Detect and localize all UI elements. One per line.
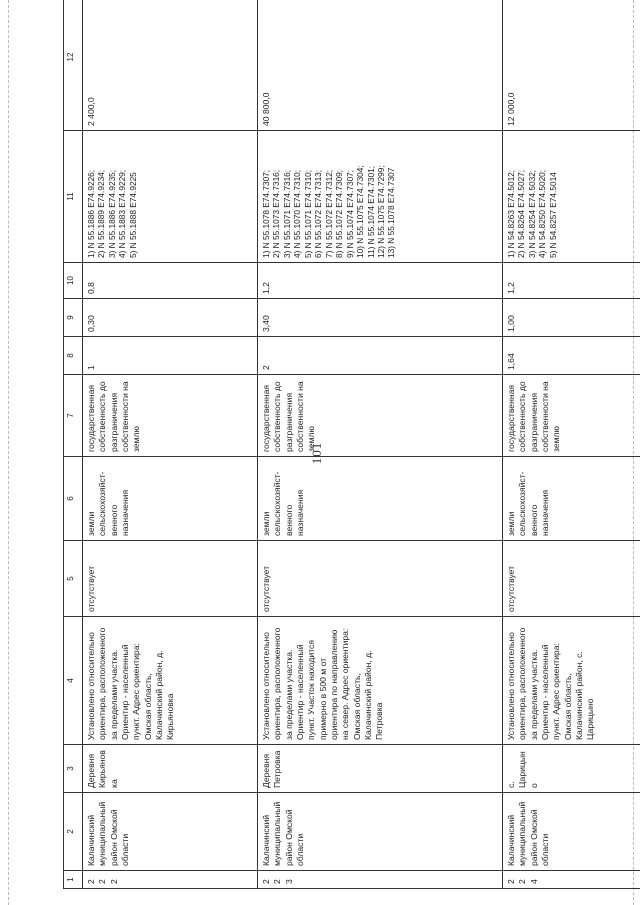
cell-c5: отсутствует — [503, 541, 640, 617]
cell-district: Калачинский муниципальный район Омской области — [83, 793, 258, 871]
cell-n: 222 — [83, 871, 258, 889]
column-header-11: 11 — [64, 131, 83, 263]
cell-c7: государственная собственность до разграничения собственности на землю — [503, 375, 640, 457]
coordinate-point: 5) N 54.8257 E74.5014 — [547, 172, 558, 258]
cell-c12: 40 800,0 — [258, 0, 503, 131]
column-header-8: 8 — [64, 337, 83, 375]
cell-c12: 2 400,0 — [83, 0, 258, 131]
table-body — [83, 0, 640, 889]
coordinate-point: 1) N 54.8263 E74.5012; — [506, 169, 516, 258]
cell-c7: государственная собственность до разграничения собственности на землю — [258, 375, 503, 457]
cell-locality: Деревня Кирьяновка — [83, 745, 258, 793]
column-header-10: 10 — [64, 263, 83, 299]
cell-c8: 2 — [258, 337, 503, 375]
cell-district: Калачинский муниципальный район Омской области — [503, 793, 640, 871]
cell-location: Установлено относительно ориентира, расположенного за пределами участка. Ориентир - населенный пункт. Участок находится примерно в 500 м от ориентира по направлению на север. Адрес ориентира: Омская область, Калачинский район, д. Петровка — [258, 617, 503, 745]
cell-c8: 1 — [83, 337, 258, 375]
cell-n: 224 — [503, 871, 640, 889]
cell-c10: 1,2 — [503, 263, 640, 299]
cell-c9: 1,00 — [503, 299, 640, 337]
coordinate-point: 7) N 55.1072 E74.7312; — [323, 169, 334, 258]
cell-coordinates — [503, 131, 640, 263]
cell-c5: отсутствует — [258, 541, 503, 617]
cell-c10: 1,2 — [258, 263, 503, 299]
scan-edge-left — [8, 0, 9, 905]
coordinate-point: 9) N 55.1074 E74.7307; — [344, 169, 355, 258]
table-row — [83, 0, 258, 889]
cell-c9: 0,30 — [83, 299, 258, 337]
cell-location: Установлено относительно ориентира, расположенного за пределами участка. Ориентир - населенный пункт. Адрес ориентира: Омская область, Калачинский район, д. Кирьяновка — [83, 617, 258, 745]
column-header-1: 1 — [64, 871, 83, 889]
cell-locality: с. Царицыно — [503, 745, 640, 793]
header-row — [64, 0, 83, 889]
coordinate-point: 8) N 55.1072 E74.7309; — [334, 169, 345, 258]
coordinate-point: 4) N 55.1883 E74.9229; — [117, 169, 128, 258]
cell-c12: 12 000,0 — [503, 0, 640, 131]
column-header-5: 5 — [64, 541, 83, 617]
column-header-3: 3 — [64, 745, 83, 793]
cell-c5: отсутствует — [83, 541, 258, 617]
coordinate-point: 3) N 55.1071 E74.7316; — [281, 169, 292, 258]
land-plots-table — [63, 0, 640, 889]
cell-c10: 0,8 — [83, 263, 258, 299]
coordinate-point: 10) N 55.1075 E74.7304; — [355, 165, 366, 258]
coordinate-point: 5) N 55.1071 E74.7310; — [302, 169, 313, 258]
cell-coordinates — [258, 131, 503, 263]
coordinate-point: 3) N 55.1886 E74.9235; — [106, 169, 117, 258]
coordinate-point: 12) N 55.1075 E74.7299; — [375, 165, 386, 258]
page-number: 101 — [309, 441, 324, 465]
coordinate-point: 5) N 55.1888 E74.9225 — [127, 172, 138, 258]
cell-c8: 1,64 — [503, 337, 640, 375]
coordinate-point: 6) N 55.1072 E74.7313; — [313, 169, 324, 258]
cell-location: Установлено относительно ориентира, расположенного за пределами участка. Ориентир - населенный пункт. Адрес ориентира: Омская область, Калачинский район, с. Царицыно — [503, 617, 640, 745]
cell-c6: земли сельскохозяйст-венного назначения — [258, 457, 503, 541]
coordinate-point: 4) N 54.8250 E74.5020; — [537, 169, 548, 258]
column-header-9: 9 — [64, 299, 83, 337]
column-header-4: 4 — [64, 617, 83, 745]
column-header-2: 2 — [64, 793, 83, 871]
table-row — [258, 0, 503, 889]
coordinate-point: 2) N 55.1073 E74.7316; — [271, 169, 282, 258]
cell-district: Калачинский муниципальный район Омской области — [258, 793, 503, 871]
coordinate-point: 1) N 55.1078 E74.7307; — [261, 169, 271, 258]
coordinate-point: 13) N 55.1078 E74.7307 — [386, 167, 397, 258]
table-row — [503, 0, 640, 889]
cell-c7: государственная собственность до разграничения собственности на землю — [83, 375, 258, 457]
coordinate-point: 4) N 55.1070 E74.7310; — [292, 169, 303, 258]
cell-c6: земли сельскохозяйст-венного назначения — [83, 457, 258, 541]
column-header-7: 7 — [64, 375, 83, 457]
cell-locality: Деревня Петровка — [258, 745, 503, 793]
cell-n: 223 — [258, 871, 503, 889]
cell-coordinates — [83, 131, 258, 263]
coordinate-point: 2) N 54.8264 E74.5027; — [516, 169, 527, 258]
coordinate-point: 1) N 55.1886 E74.9226; — [86, 169, 96, 258]
coordinate-point: 2) N 55.1889 E74.9234; — [96, 169, 107, 258]
column-header-6: 6 — [64, 457, 83, 541]
land-plots-table-container — [63, 0, 623, 889]
cell-c9: 3,40 — [258, 299, 503, 337]
cell-c6: земли сельскохозяйст-венного назначения — [503, 457, 640, 541]
coordinate-point: 11) N 55.1074 E74.7301; — [365, 165, 376, 258]
coordinate-point: 3) N 54.8254 E74.5032; — [526, 169, 537, 258]
column-header-12: 12 — [64, 0, 83, 131]
